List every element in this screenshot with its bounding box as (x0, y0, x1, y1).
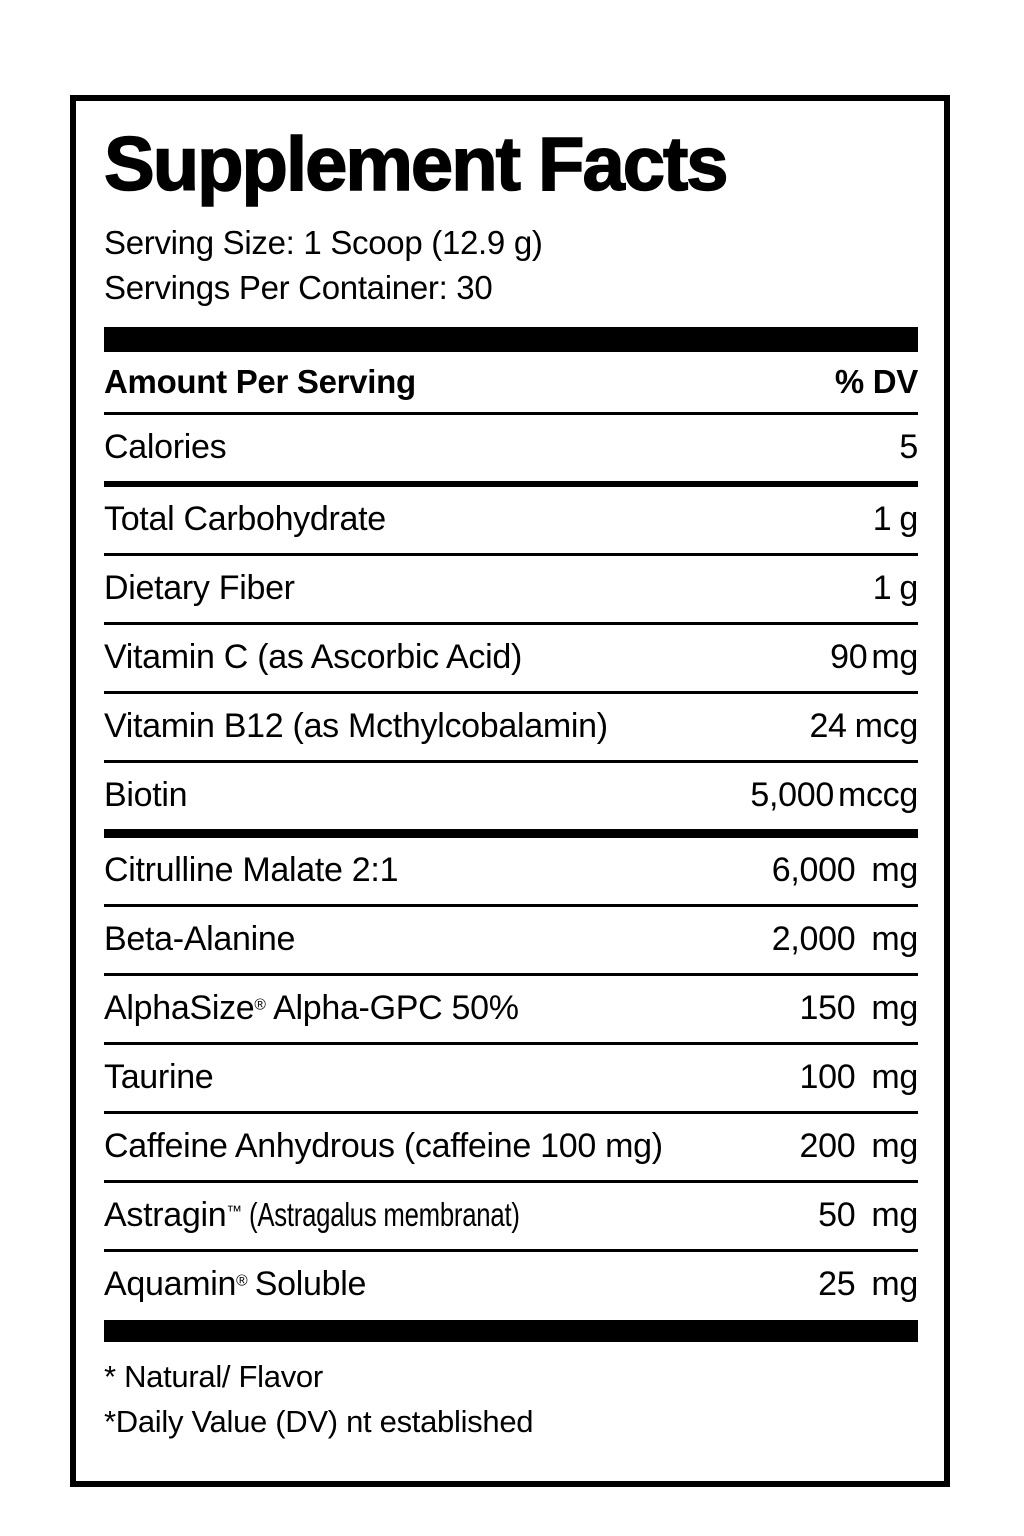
serving-size: Serving Size: 1 Scoop (12.9 g) (104, 223, 543, 261)
ingredient-name: Vitamin B12 (as Mcthylcobalamin) (104, 707, 608, 746)
ingredient-amount: 6,000 (771, 851, 856, 890)
ingredient-unit: mg (871, 1058, 918, 1097)
row-astragin (104, 1183, 918, 1252)
ingredient-name-main: Astragin (104, 1196, 227, 1235)
ingredient-value (873, 569, 918, 608)
ingredient-name-rest: Soluble (254, 1265, 367, 1304)
ingredient-name: Citrulline Malate 2:1 (104, 851, 399, 890)
ingredient-unit: mccg (837, 776, 918, 815)
row-beta-alanine (104, 907, 918, 976)
ingredient-value (873, 500, 918, 539)
ingredient-unit: mg (871, 1265, 918, 1304)
ingredient-amount: 50 (818, 1196, 856, 1235)
amount-per-serving-header: Amount Per Serving (104, 362, 416, 400)
ingredient-value (800, 1127, 918, 1166)
heavy-divider-bottom (104, 1320, 918, 1342)
supplement-facts-label (70, 95, 950, 1487)
ingredient-name (104, 989, 519, 1028)
footnote-daily-value: *Daily Value (DV) nt established (104, 1404, 534, 1440)
heavy-divider-top (104, 327, 918, 352)
ingredient-unit: mg (871, 638, 918, 677)
row-citrulline-malate (104, 838, 918, 907)
row-dietary-fiber (104, 556, 918, 625)
ingredient-value (772, 920, 918, 959)
ingredient-value (800, 989, 918, 1028)
ingredient-value (800, 1058, 918, 1097)
ingredient-unit: mg (871, 920, 918, 959)
ingredient-amount: 100 (799, 1058, 856, 1097)
ingredient-value (809, 707, 918, 746)
row-total-carbohydrate (104, 487, 918, 556)
ingredient-value (899, 428, 918, 467)
row-caffeine-anhydrous (104, 1114, 918, 1183)
ingredient-unit: mg (871, 1196, 918, 1235)
row-vitamin-b12 (104, 694, 918, 763)
trademark-symbol: ™ (226, 1203, 242, 1221)
ingredient-name-main: Aquamin (104, 1265, 237, 1304)
label-title: Supplement Facts (104, 122, 727, 207)
ingredient-value (750, 776, 918, 815)
ingredient-amount: 1 (872, 569, 892, 608)
ingredient-name-rest: Alpha-GPC 50% (273, 989, 519, 1028)
row-aquamin-soluble (104, 1252, 918, 1318)
ingredient-name: Total Carbohydrate (104, 500, 386, 539)
footnotes (104, 1342, 918, 1446)
ingredient-unit: g (899, 569, 918, 608)
ingredient-unit: mg (871, 989, 918, 1028)
servings-per-container: Servings Per Container: 30 (104, 269, 493, 307)
table-header-row (104, 352, 918, 415)
ingredient-name: Biotin (104, 776, 188, 815)
ingredient-unit: g (899, 500, 918, 539)
ingredient-name: Dietary Fiber (104, 569, 295, 608)
row-alphasize-alpha-gpc (104, 976, 918, 1045)
ingredient-amount: 5 (899, 428, 918, 467)
ingredient-value (818, 1265, 918, 1304)
ingredient-value (818, 1196, 918, 1235)
ingredient-value (772, 851, 918, 890)
row-taurine (104, 1045, 918, 1114)
row-vitamin-c (104, 625, 918, 694)
ingredient-amount: 200 (799, 1127, 856, 1166)
registered-trademark-symbol: ® (236, 1272, 248, 1290)
ingredient-unit: mcg (854, 707, 918, 746)
ingredient-amount: 1 (872, 500, 892, 539)
registered-trademark-symbol: ® (254, 996, 266, 1014)
ingredient-name: Beta-Alanine (104, 920, 296, 959)
ingredient-name (104, 1265, 366, 1304)
ingredient-unit: mg (871, 851, 918, 890)
ingredient-amount: 24 (809, 707, 847, 746)
row-biotin (104, 763, 918, 838)
ingredient-amount: 25 (818, 1265, 856, 1304)
ingredient-name (104, 1196, 596, 1235)
ingredient-amount: 150 (799, 989, 856, 1028)
ingredient-name-rest: (Astragalus membranat) (248, 1196, 520, 1234)
ingredient-name-main: AlphaSize (104, 989, 255, 1028)
ingredient-name: Taurine (104, 1058, 214, 1097)
ingredient-amount: 5,000 (750, 776, 834, 815)
ingredient-name: Caffeine Anhydrous (caffeine 100 mg) (104, 1127, 663, 1166)
footnote-natural-flavor: * Natural/ Flavor (104, 1358, 323, 1394)
ingredient-name: Vitamin C (as Ascorbic Acid) (104, 638, 523, 677)
ingredient-amount: 2,000 (771, 920, 856, 959)
ingredient-unit: mg (871, 1127, 918, 1166)
ingredient-amount: 90 (830, 638, 868, 677)
row-calories (104, 415, 918, 487)
percent-dv-header: % DV (834, 362, 918, 400)
ingredient-name: Calories (104, 428, 227, 467)
ingredient-value (830, 638, 918, 677)
